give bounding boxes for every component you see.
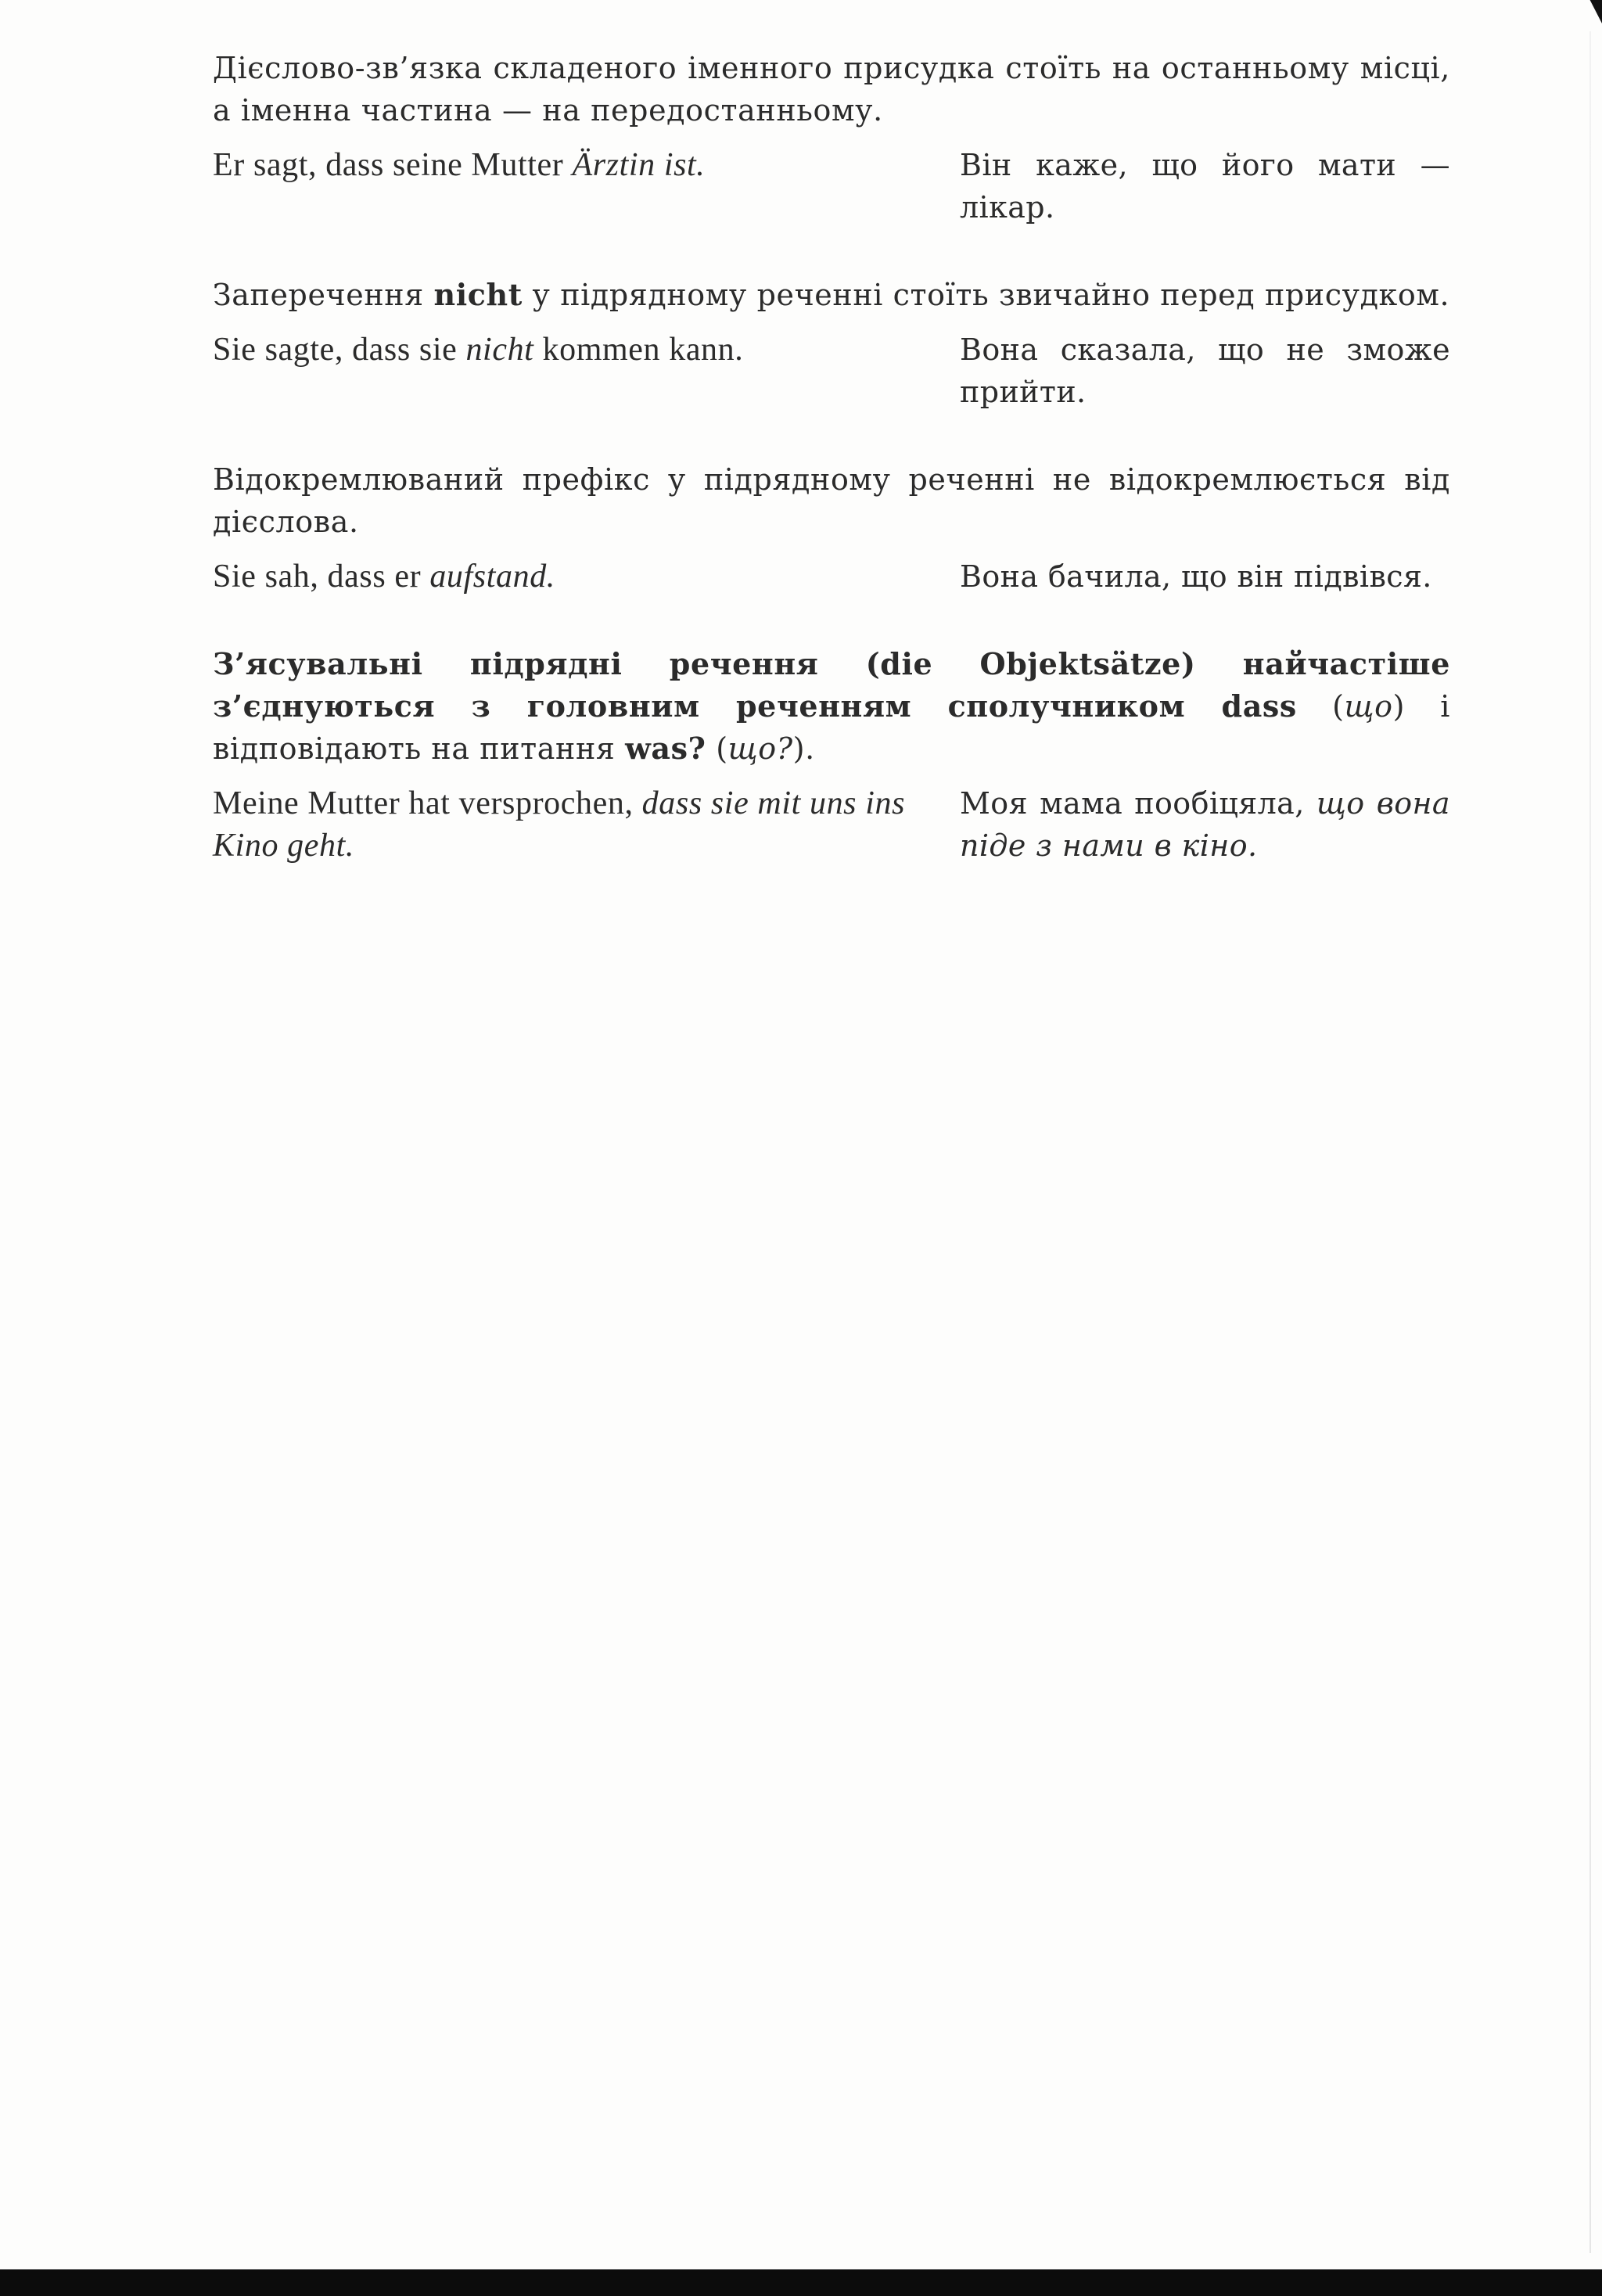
example-ukrainian-3: Вона бачила, що він підвівся. bbox=[960, 559, 1432, 594]
example-row-1 bbox=[213, 144, 1450, 228]
example-german-1: Er sagt, dass seine Mutter Ärztin ist. bbox=[213, 147, 706, 183]
example-ukrainian-2: Вона сказала, що не зможе прийти. bbox=[960, 332, 1450, 409]
rule-verb-position: Дієслово-зв’язка складеного іменного присудка стоїть на останньому місці, а іменна частина — на передостанньому. bbox=[213, 51, 1450, 128]
scan-bottom-edge bbox=[0, 2269, 1602, 2296]
page-edge bbox=[1589, 31, 1591, 2253]
example-german-2: Sie sagte, dass sie nicht kommen kann. bbox=[213, 332, 744, 368]
example-german-3: Sie sah, dass er aufstand. bbox=[213, 559, 555, 595]
example-row-3 bbox=[213, 555, 1450, 598]
example-ukrainian-4: Моя мама пообіцяла, що вона піде з нами в кіно. bbox=[960, 786, 1450, 863]
scan-corner-mark bbox=[1585, 0, 1602, 23]
example-ukrainian-1: Він каже, що його мати — лікар. bbox=[960, 148, 1450, 225]
rule-negation: Заперечення nicht у підрядному реченні стоїть звичайно перед присудком. bbox=[213, 277, 1450, 312]
example-row-4 bbox=[213, 782, 1450, 867]
grammar-content bbox=[213, 47, 1450, 867]
example-german-4: Meine Mutter hat versprochen, dass sie mit uns ins Kino geht. bbox=[213, 785, 906, 864]
rule-object-clauses: З’ясувальні підрядні речення (die Objektsätze) найчастіше з’єднуються з головним реченням сполучником dass (що) і відповідають на питання was? (що?). bbox=[213, 646, 1451, 766]
rule-separable-prefix: Відокремлюваний префікс у підрядному реченні не відокремлюється від дієслова. bbox=[213, 462, 1450, 539]
example-row-2 bbox=[213, 329, 1450, 413]
